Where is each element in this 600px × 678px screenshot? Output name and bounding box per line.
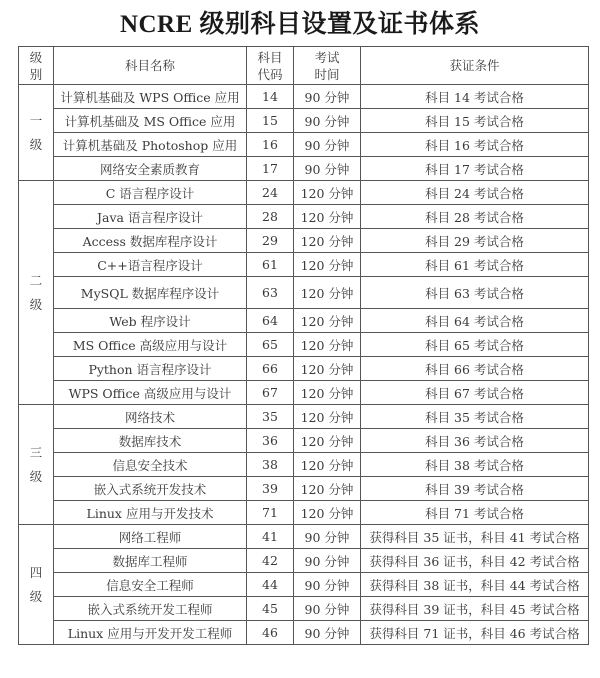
table-row <box>19 181 589 205</box>
table-row <box>19 549 589 573</box>
certificate-condition: 科目 39 考试合格 <box>361 477 589 501</box>
certificate-condition: 科目 66 考试合格 <box>361 357 589 381</box>
subject-code: 42 <box>247 549 294 573</box>
table-row <box>19 357 589 381</box>
subject-code: 38 <box>247 453 294 477</box>
subject-code: 71 <box>247 501 294 525</box>
table-row <box>19 133 589 157</box>
exam-time: 120 分钟 <box>294 477 361 501</box>
exam-time: 120 分钟 <box>294 253 361 277</box>
exam-time: 120 分钟 <box>294 357 361 381</box>
subject-name: 信息安全技术 <box>54 453 247 477</box>
certificate-condition: 科目 67 考试合格 <box>361 381 589 405</box>
subject-name: C 语言程序设计 <box>54 181 247 205</box>
exam-time: 120 分钟 <box>294 181 361 205</box>
certificate-condition: 科目 14 考试合格 <box>361 85 589 109</box>
subject-code: 24 <box>247 181 294 205</box>
subject-name: Java 语言程序设计 <box>54 205 247 229</box>
exam-time: 90 分钟 <box>294 597 361 621</box>
subject-code: 45 <box>247 597 294 621</box>
subject-name: C++语言程序设计 <box>54 253 247 277</box>
subject-code: 14 <box>247 85 294 109</box>
exam-time: 90 分钟 <box>294 157 361 181</box>
certificate-condition: 获得科目 39 证书，科目 45 考试合格 <box>361 597 589 621</box>
exam-time: 90 分钟 <box>294 525 361 549</box>
certificate-condition: 科目 61 考试合格 <box>361 253 589 277</box>
exam-time: 120 分钟 <box>294 429 361 453</box>
subject-name: Access 数据库程序设计 <box>54 229 247 253</box>
subject-code: 46 <box>247 621 294 645</box>
subject-code: 29 <box>247 229 294 253</box>
subject-code: 15 <box>247 109 294 133</box>
table-row <box>19 205 589 229</box>
certificate-condition: 科目 35 考试合格 <box>361 405 589 429</box>
table-row <box>19 253 589 277</box>
table-row <box>19 453 589 477</box>
subject-name: 网络工程师 <box>54 525 247 549</box>
subject-name: 嵌入式系统开发工程师 <box>54 597 247 621</box>
subject-code: 67 <box>247 381 294 405</box>
table-row <box>19 381 589 405</box>
certificate-condition: 科目 64 考试合格 <box>361 309 589 333</box>
table-row <box>19 621 589 645</box>
subject-name: 网络技术 <box>54 405 247 429</box>
table-row <box>19 597 589 621</box>
subject-name: 数据库技术 <box>54 429 247 453</box>
certificate-condition: 科目 16 考试合格 <box>361 133 589 157</box>
exam-time: 90 分钟 <box>294 573 361 597</box>
header-name: 科目名称 <box>54 47 247 85</box>
certificate-condition: 科目 65 考试合格 <box>361 333 589 357</box>
exam-time: 90 分钟 <box>294 109 361 133</box>
certificate-condition: 获得科目 35 证书，科目 41 考试合格 <box>361 525 589 549</box>
subject-code: 35 <box>247 405 294 429</box>
exam-time: 90 分钟 <box>294 133 361 157</box>
exam-time: 120 分钟 <box>294 205 361 229</box>
subject-code: 63 <box>247 277 294 309</box>
subject-code: 61 <box>247 253 294 277</box>
subject-name: MS Office 高级应用与设计 <box>54 333 247 357</box>
subject-name: Linux 应用与开发技术 <box>54 501 247 525</box>
header-level: 级 别 <box>19 47 54 85</box>
exam-time: 90 分钟 <box>294 85 361 109</box>
subject-name: 网络安全素质教育 <box>54 157 247 181</box>
table-row <box>19 525 589 549</box>
exam-time: 120 分钟 <box>294 501 361 525</box>
level-cell: 三 级 <box>19 405 54 525</box>
exam-time: 120 分钟 <box>294 277 361 309</box>
subject-name: MySQL 数据库程序设计 <box>54 277 247 309</box>
subject-name: Python 语言程序设计 <box>54 357 247 381</box>
certificate-condition: 科目 36 考试合格 <box>361 429 589 453</box>
subject-code: 36 <box>247 429 294 453</box>
header-row <box>19 47 589 85</box>
header-code: 科目 代码 <box>247 47 294 85</box>
header-condition: 获证条件 <box>361 47 589 85</box>
exam-time: 120 分钟 <box>294 309 361 333</box>
subject-name: 数据库工程师 <box>54 549 247 573</box>
table-row <box>19 109 589 133</box>
subject-code: 16 <box>247 133 294 157</box>
level-cell: 四 级 <box>19 525 54 645</box>
certificate-condition: 科目 71 考试合格 <box>361 501 589 525</box>
exam-time: 120 分钟 <box>294 381 361 405</box>
certificate-condition: 获得科目 36 证书，科目 42 考试合格 <box>361 549 589 573</box>
table-row <box>19 405 589 429</box>
ncre-subject-table <box>18 46 589 645</box>
subject-name: WPS Office 高级应用与设计 <box>54 381 247 405</box>
certificate-condition: 科目 38 考试合格 <box>361 453 589 477</box>
certificate-condition: 科目 17 考试合格 <box>361 157 589 181</box>
page-title: NCRE 级别科目设置及证书体系 <box>119 11 481 38</box>
subject-code: 39 <box>247 477 294 501</box>
table-row <box>19 157 589 181</box>
subject-name: 计算机基础及 MS Office 应用 <box>54 109 247 133</box>
exam-time: 120 分钟 <box>294 229 361 253</box>
certificate-condition: 获得科目 38 证书，科目 44 考试合格 <box>361 573 589 597</box>
level-cell: 一 级 <box>19 85 54 181</box>
header-time: 考试 时间 <box>294 47 361 85</box>
subject-name: 计算机基础及 Photoshop 应用 <box>54 133 247 157</box>
certificate-condition: 科目 24 考试合格 <box>361 181 589 205</box>
table-row <box>19 477 589 501</box>
exam-time: 90 分钟 <box>294 621 361 645</box>
exam-time: 120 分钟 <box>294 333 361 357</box>
subject-name: Web 程序设计 <box>54 309 247 333</box>
subject-code: 65 <box>247 333 294 357</box>
subject-code: 28 <box>247 205 294 229</box>
table-row <box>19 501 589 525</box>
table-row <box>19 277 589 309</box>
table-row <box>19 229 589 253</box>
certificate-condition: 科目 15 考试合格 <box>361 109 589 133</box>
subject-code: 66 <box>247 357 294 381</box>
certificate-condition: 科目 29 考试合格 <box>361 229 589 253</box>
table-row <box>19 573 589 597</box>
table-row <box>19 429 589 453</box>
exam-time: 120 分钟 <box>294 405 361 429</box>
subject-code: 64 <box>247 309 294 333</box>
subject-code: 17 <box>247 157 294 181</box>
subject-name: Linux 应用与开发开发工程师 <box>54 621 247 645</box>
certificate-condition: 获得科目 71 证书，科目 46 考试合格 <box>361 621 589 645</box>
table-row <box>19 309 589 333</box>
subject-code: 44 <box>247 573 294 597</box>
subject-name: 计算机基础及 WPS Office 应用 <box>54 85 247 109</box>
certificate-condition: 科目 63 考试合格 <box>361 277 589 309</box>
subject-name: 嵌入式系统开发技术 <box>54 477 247 501</box>
table-row <box>19 85 589 109</box>
subject-name: 信息安全工程师 <box>54 573 247 597</box>
exam-time: 90 分钟 <box>294 549 361 573</box>
level-cell: 二 级 <box>19 181 54 405</box>
subject-code: 41 <box>247 525 294 549</box>
exam-time: 120 分钟 <box>294 453 361 477</box>
table-row <box>19 333 589 357</box>
certificate-condition: 科目 28 考试合格 <box>361 205 589 229</box>
